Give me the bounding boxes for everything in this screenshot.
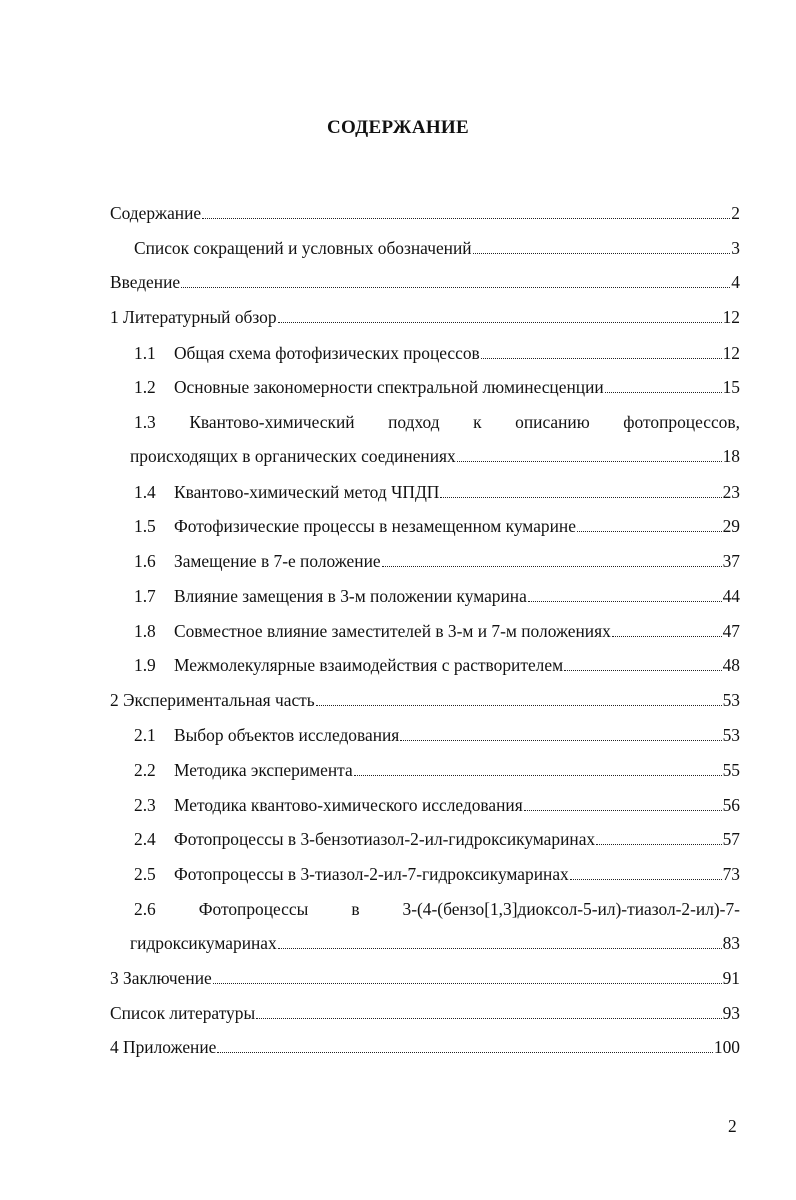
toc-entry-1-7[interactable] — [134, 584, 740, 608]
dot-leader — [440, 480, 721, 498]
dot-leader — [473, 236, 731, 254]
toc-entry-page: 12 — [722, 343, 740, 363]
dot-leader — [564, 653, 722, 671]
dot-leader — [481, 341, 722, 359]
toc-entry-title-continued: происходящих в органических соединениях — [130, 446, 456, 466]
toc-entry-1-1[interactable] — [134, 341, 740, 365]
dot-leader — [256, 1001, 721, 1019]
toc-entry-page: 55 — [722, 760, 740, 780]
toc-entry-page: 53 — [722, 690, 740, 710]
toc-entry-references[interactable] — [110, 1001, 740, 1025]
dot-leader — [577, 514, 722, 532]
toc-entry-page: 100 — [713, 1037, 740, 1057]
toc-entry-abbreviations[interactable] — [134, 236, 740, 260]
toc-entry-title: Методика квантово-химического исследования — [174, 795, 523, 815]
dot-leader — [278, 931, 722, 949]
page-number: 2 — [728, 1116, 737, 1136]
toc-entry-1-4[interactable] — [134, 480, 740, 504]
toc-entry-title: Введение — [110, 272, 181, 292]
section-number: 2.4 — [134, 829, 156, 849]
section-number: 1.7 — [134, 586, 156, 606]
section-number: 1.8 — [134, 621, 156, 641]
toc-word: Квантово-химический — [189, 412, 355, 432]
section-number: 2.6 — [134, 899, 156, 919]
toc-entry-2-4[interactable] — [134, 827, 740, 851]
dot-leader — [213, 966, 722, 984]
toc-entry-1-8[interactable] — [134, 619, 740, 643]
toc-entry-page: 47 — [722, 621, 740, 641]
toc-entry-title: Выбор объектов исследования — [174, 725, 400, 745]
section-number: 1.6 — [134, 551, 156, 571]
dot-leader — [570, 862, 722, 880]
toc-entry-title: 1 Литературный обзор — [110, 307, 277, 327]
toc-entry-introduction[interactable] — [110, 270, 740, 294]
toc-entry-title-continued: гидроксикумаринах — [130, 933, 277, 953]
toc-entry-title: Общая схема фотофизических процессов — [174, 343, 480, 363]
toc-entry-2-3[interactable] — [134, 793, 740, 817]
section-number: 1.4 — [134, 482, 156, 502]
toc-entry-1-9[interactable] — [134, 653, 740, 677]
dot-leader — [612, 619, 722, 637]
toc-entry-title: Содержание — [110, 203, 202, 223]
dot-leader — [278, 305, 722, 323]
dot-leader — [217, 1035, 713, 1053]
toc-entry-page: 57 — [722, 829, 740, 849]
toc-entry-page: 73 — [722, 864, 740, 884]
toc-entry-page: 12 — [722, 307, 740, 327]
toc-word: фотопроцессов, — [623, 412, 740, 432]
toc-entry-title: 3 Заключение — [110, 968, 212, 988]
toc-entry-1-6[interactable] — [134, 549, 740, 573]
toc-entry-title: Квантово-химический метод ЧПДП — [174, 482, 440, 502]
toc-entry-title: Совместное влияние заместителей в 3-м и 7-м положениях — [174, 621, 611, 641]
toc-word: в — [351, 899, 360, 919]
toc-entry-page: 91 — [722, 968, 740, 988]
toc-entry-2-6-line-2[interactable] — [130, 931, 740, 955]
section-number: 2.1 — [134, 725, 156, 745]
toc-entry-title: Фотопроцессы в 3-бензотиазол-2-ил-гидроксикумаринах — [174, 829, 596, 849]
section-number: 1.9 — [134, 655, 156, 675]
toc-word: подход — [388, 412, 440, 432]
toc-entry-page: 18 — [722, 446, 740, 466]
toc-entry-chapter-1[interactable] — [110, 305, 740, 329]
section-number: 1.1 — [134, 343, 156, 363]
section-number: 1.5 — [134, 516, 156, 536]
toc-entry-title: Фотофизические процессы в незамещенном кумарине — [174, 516, 576, 536]
toc-entry-title: 4 Приложение — [110, 1037, 217, 1057]
toc-entry-chapter-3[interactable] — [110, 966, 740, 990]
toc-entry-title: Влияние замещения в 3-м положении кумарина — [174, 586, 527, 606]
toc-entry-page: 3 — [731, 238, 740, 258]
dot-leader — [354, 758, 722, 776]
toc-entry-1-3-line-2[interactable] — [130, 444, 740, 468]
toc-entry-page: 4 — [731, 272, 740, 292]
toc-entry-title: 2 Экспериментальная часть — [110, 690, 315, 710]
section-number: 1.3 — [134, 412, 156, 432]
toc-word: к — [473, 412, 482, 432]
toc-entry-2-5[interactable] — [134, 862, 740, 886]
toc-entry-chapter-2[interactable] — [110, 688, 740, 712]
dot-leader — [457, 444, 722, 462]
toc-entry-page: 44 — [722, 586, 740, 606]
toc-entry-contents[interactable] — [110, 201, 740, 225]
toc-entry-2-6-line-1[interactable] — [134, 897, 740, 921]
dot-leader — [382, 549, 722, 567]
toc-entry-2-1[interactable] — [134, 723, 740, 747]
toc-entry-page: 37 — [722, 551, 740, 571]
dot-leader — [181, 270, 730, 288]
section-number: 2.2 — [134, 760, 156, 780]
toc-entry-page: 53 — [722, 725, 740, 745]
toc-entry-page: 2 — [731, 203, 740, 223]
toc-entry-1-5[interactable] — [134, 514, 740, 538]
dot-leader — [528, 584, 722, 602]
dot-leader — [202, 201, 730, 219]
toc-entry-page: 23 — [722, 482, 740, 502]
toc-entry-title: Список сокращений и условных обозначений — [134, 238, 472, 258]
dot-leader — [400, 723, 721, 741]
toc-word: описанию — [515, 412, 590, 432]
section-number: 2.5 — [134, 864, 156, 884]
toc-entry-page: 93 — [722, 1003, 740, 1023]
toc-entry-page: 15 — [722, 377, 740, 397]
section-number: 1.2 — [134, 377, 156, 397]
dot-leader — [316, 688, 722, 706]
toc-entry-title: Основные закономерности спектральной люминесценции — [174, 377, 604, 397]
toc-entry-page: 56 — [722, 795, 740, 815]
toc-entry-chapter-4[interactable] — [110, 1035, 740, 1059]
toc-entry-page: 29 — [722, 516, 740, 536]
toc-entry-1-3-line-1[interactable] — [134, 410, 740, 434]
dot-leader — [605, 375, 722, 393]
toc-entry-title: Замещение в 7-е положение — [174, 551, 381, 571]
section-number: 2.3 — [134, 795, 156, 815]
toc-entry-1-2[interactable] — [134, 375, 740, 399]
toc-word: 3-(4-(бензо[1,3]диоксол-5-ил)-тиазол-2-ил)-7- — [402, 899, 740, 919]
toc-entry-page: 83 — [722, 933, 740, 953]
page-title: СОДЕРЖАНИЕ — [327, 117, 469, 138]
toc-entry-title: Фотопроцессы в 3-тиазол-2-ил-7-гидроксикумаринах — [174, 864, 569, 884]
toc-entry-title: Межмолекулярные взаимодействия с растворителем — [174, 655, 564, 675]
toc-entry-2-2[interactable] — [134, 758, 740, 782]
dot-leader — [524, 793, 722, 811]
toc-entry-title: Методика эксперимента — [174, 760, 353, 780]
toc-word: Фотопроцессы — [198, 899, 309, 919]
toc-entry-title: Список литературы — [110, 1003, 256, 1023]
toc-entry-page: 48 — [722, 655, 740, 675]
dot-leader — [596, 827, 721, 845]
